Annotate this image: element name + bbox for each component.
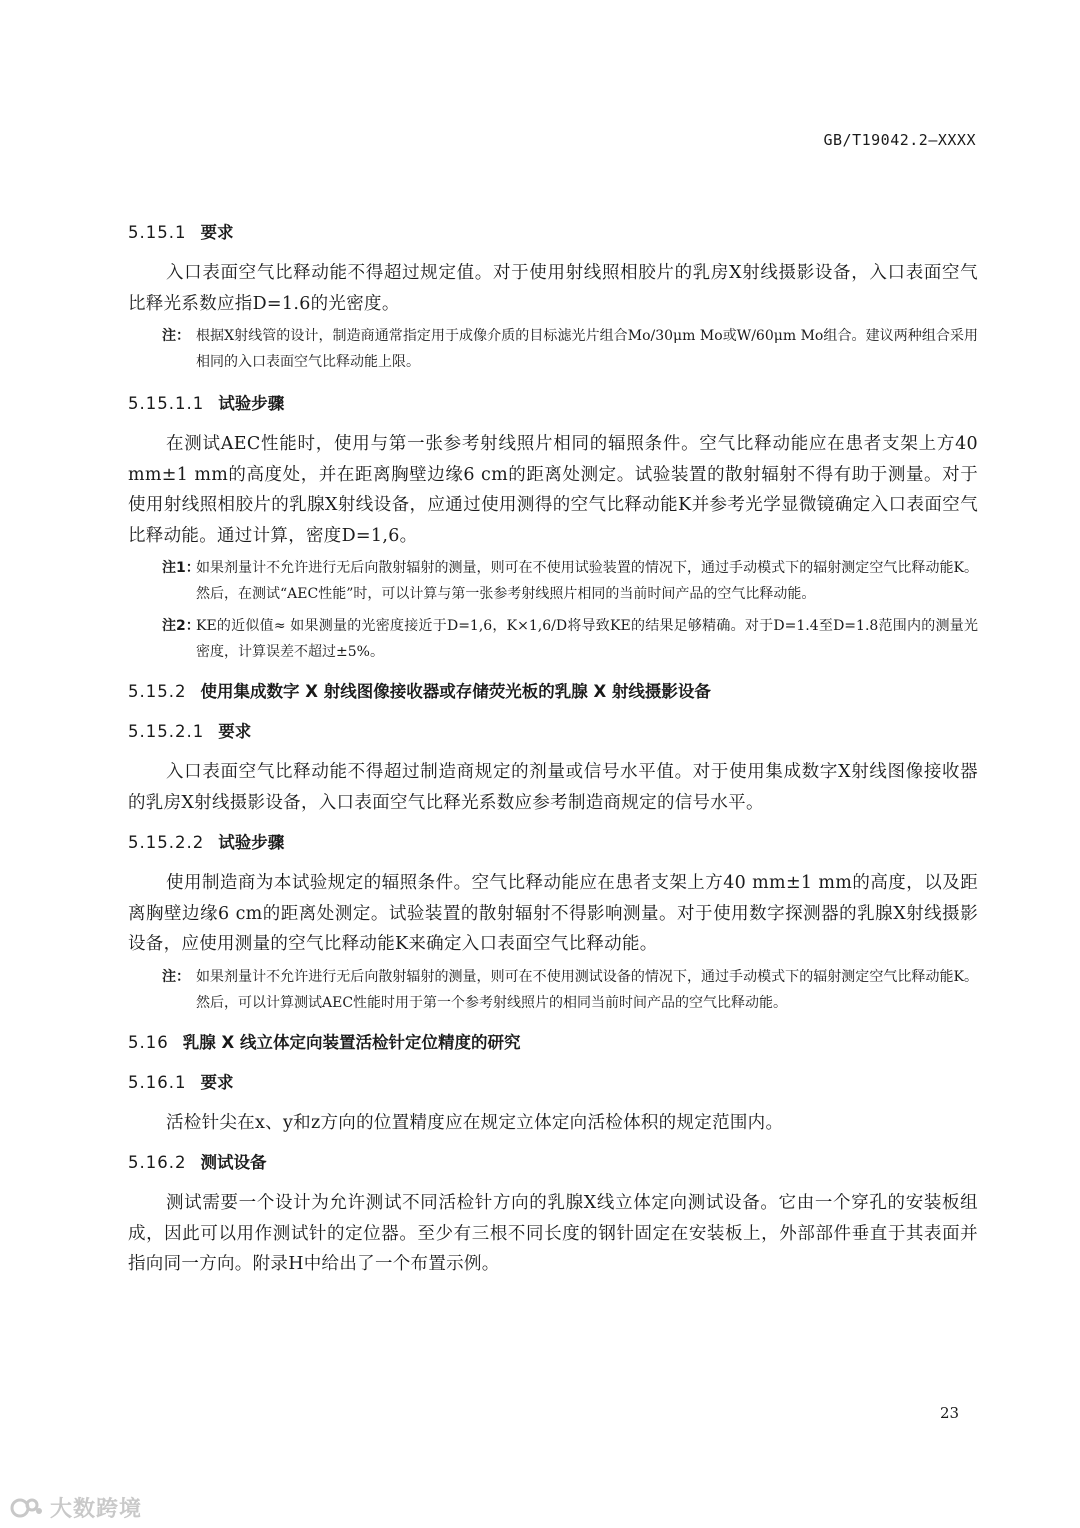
heading-number: 5.15.1.1 [128, 394, 205, 413]
heading-number: 5.15.2 [128, 682, 187, 701]
note-text: 如果剂量计不允许进行无后向散射辐射的测量，则可在不使用测试设备的情况下，通过手动模式下的辐射测定空气比释动能K。然后，可以计算测试AEC性能时用于第一个参考射线照片的相同当前时间产品的空气比释动能。 [196, 968, 978, 1011]
heading-number: 5.16 [128, 1032, 169, 1052]
note [128, 964, 978, 1016]
heading-5-15-1 [128, 220, 978, 246]
note-label: 注： [162, 968, 190, 985]
heading-number: 5.16.1 [128, 1072, 187, 1092]
page-number: 23 [940, 1404, 960, 1422]
heading-number: 5.15.2.1 [128, 722, 205, 741]
note-text: 如果剂量计不允许进行无后向散射辐射的测量，则可在不使用试验装置的情况下，通过手动模式下的辐射测定空气比释动能K。然后，在测试“AEC性能”时，可以计算与第一张参考射线照片相同的当前时间产品的空气比释动能。 [196, 560, 978, 602]
heading-5-15-2-1 [128, 719, 978, 745]
heading-title: 试验步骤 [218, 394, 285, 413]
heading-number: 5.16.2 [128, 1153, 187, 1172]
heading-number: 5.15.2.2 [128, 833, 205, 852]
standard-code: GB/T19042.2—XXXX [823, 131, 976, 149]
heading-title: 乳腺 X 线立体定向装置活检针定位精度的研究 [182, 1032, 521, 1052]
paragraph: 入口表面空气比释动能不得超过制造商规定的剂量或信号水平值。对于使用集成数字X射线图像接收器的乳房X射线摄影设备，入口表面空气比释光系数应参考制造商规定的信号水平。 [128, 762, 978, 813]
paragraph: 测试需要一个设计为允许测试不同活检针方向的乳腺X线立体定向测试设备。它由一个穿孔的安装板组成，因此可以用作测试针的定位器。至少有三根不同长度的钢针固定在安装板上，外部部件垂直于其表面并指向同一方向。附录H中给出了一个布置示例。 [128, 1193, 978, 1274]
note-label: 注2： [162, 618, 200, 634]
document-body [128, 220, 978, 1280]
watermark-logo-icon [10, 1495, 44, 1521]
note-text: 根据X射线管的设计，制造商通常指定用于成像介质的目标滤光片组合Mo/30μm Mo或W/60μm Mo组合。建议两种组合采用相同的入口表面空气比释动能上限。 [196, 328, 978, 370]
heading-title: 要求 [218, 722, 252, 741]
paragraph: 入口表面空气比释动能不得超过规定值。对于使用射线照相胶片的乳房X射线摄影设备，入口表面空气比释光系数应指D=1.6的光密度。 [128, 263, 978, 314]
heading-5-15-2 [128, 679, 978, 705]
heading-5-16-1 [128, 1070, 978, 1096]
note-label: 注： [162, 328, 190, 344]
note-1 [128, 555, 978, 607]
note [128, 323, 978, 375]
note-label: 注1： [162, 560, 200, 576]
heading-title: 要求 [200, 223, 234, 242]
heading-title: 试验步骤 [218, 833, 285, 852]
heading-5-15-1-1 [128, 391, 978, 417]
heading-title: 使用集成数字 X 射线图像接收器或存储荧光板的乳腺 X 射线摄影设备 [200, 682, 711, 701]
paragraph: 使用制造商为本试验规定的辐照条件。空气比释动能应在患者支架上方40 mm±1 mm的高度，以及距离胸壁边缘6 cm的距离处测定。试验装置的散射辐射不得影响测量。对于使用数字探测器的乳腺X射线摄影设备，应使用测量的空气比释动能K来确定入口表面空气比释动能。 [128, 873, 978, 954]
paragraph: 在测试AEC性能时，使用与第一张参考射线照片相同的辐照条件。空气比释动能应在患者支架上方40 mm±1 mm的高度处，并在距离胸壁边缘6 cm的距离处测定。试验装置的散射辐射不得有助于测量。对于使用射线照相胶片的乳腺X射线设备，应通过使用测得的空气比释动能K并参考光学显微镜确定入口表面空气比释动能。通过计算，密度D=1,6。 [128, 434, 978, 546]
watermark [10, 1492, 142, 1523]
heading-title: 要求 [200, 1072, 234, 1092]
paragraph: 活检针尖在x、y和z方向的位置精度应在规定立体定向活检体积的规定范围内。 [166, 1112, 784, 1133]
heading-title: 测试设备 [200, 1153, 267, 1172]
note-text: KE的近似值≈ 如果测量的光密度接近于D=1,6，K×1,6/D将导致KE的结果足够精确。对于D=1.4至D=1.8范围内的测量光密度，计算误差不超过±5%。 [196, 618, 978, 660]
heading-number: 5.15.1 [128, 223, 187, 242]
watermark-text: 大数跨境 [50, 1497, 143, 1522]
heading-5-15-2-2 [128, 830, 978, 856]
heading-5-16-2 [128, 1150, 978, 1176]
note-2 [128, 613, 978, 665]
heading-5-16 [128, 1030, 978, 1056]
